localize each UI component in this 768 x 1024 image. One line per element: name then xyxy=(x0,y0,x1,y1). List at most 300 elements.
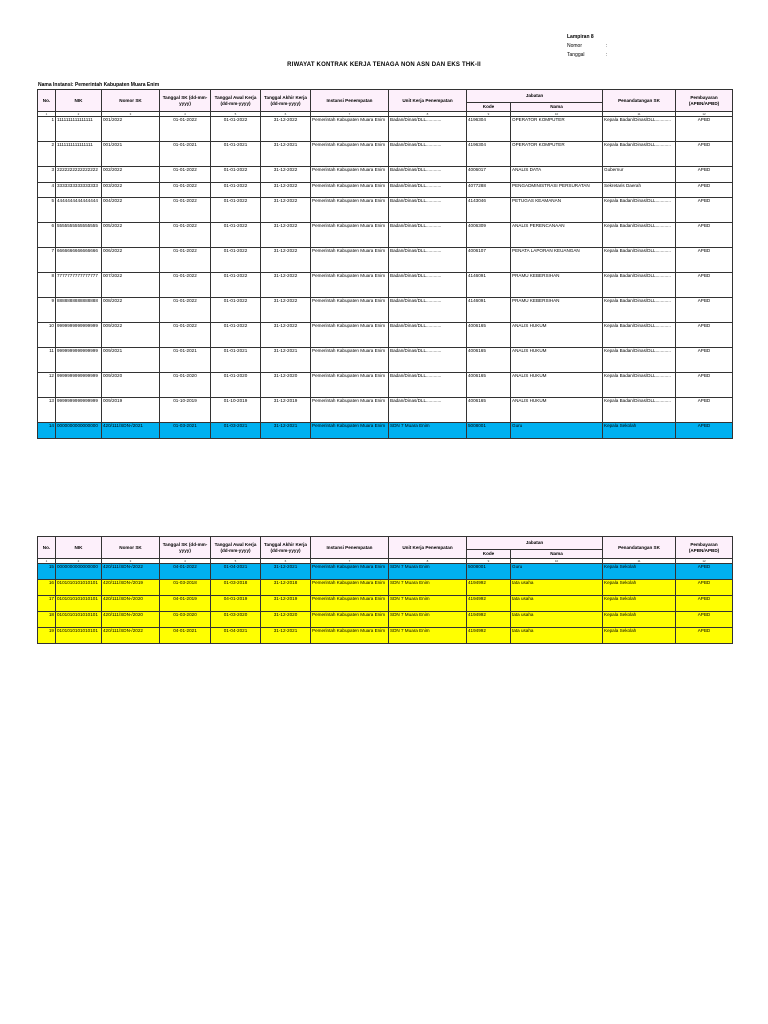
row-jabatan-nama: Guru xyxy=(511,564,603,580)
row-tanggal-sk: 01-01-2022 xyxy=(160,183,211,198)
row-unit: SDN 7 Muara Enim xyxy=(389,612,467,628)
row-penandatangan: Kepala Badan/Dinas/DLL............ xyxy=(603,348,676,373)
row-instansi: Pemerintah Kabupaten Muara Enim xyxy=(311,580,389,596)
row-nomor-sk: 420/111/SDN-/2020 xyxy=(102,612,160,628)
row-tanggal-sk: 04-01-2019 xyxy=(160,596,211,612)
table-row xyxy=(38,580,733,596)
column-number: 9 xyxy=(467,559,511,564)
row-unit: SDN 7 Muara Enim xyxy=(389,423,467,439)
row-penandatangan: Kepala Sekolah xyxy=(603,628,676,644)
row-no: 12 xyxy=(38,373,56,398)
header-tanggal-sk: Tanggal SK (dd-mm-yyyy) xyxy=(160,537,211,559)
row-tanggal-akhir: 31-12-2022 xyxy=(261,198,311,223)
row-pembayaran: APBD xyxy=(676,198,733,223)
row-kode: 4006309 xyxy=(467,223,511,248)
row-instansi: Pemerintah Kabupaten Muara Enim xyxy=(311,373,389,398)
row-penandatangan: Kepala Sekolah xyxy=(603,423,676,439)
row-nik: 1111111111111111 xyxy=(56,117,102,142)
row-jabatan-nama: PENGADMINISTRASI PERSURATAN xyxy=(511,183,603,198)
row-kode: 4006165 xyxy=(467,373,511,398)
row-unit: Badan/Dinas/DLL............ xyxy=(389,198,467,223)
row-jabatan-nama: tata usaha xyxy=(511,628,603,644)
row-jabatan-nama: PRAMU KEBERSIHAN xyxy=(511,273,603,298)
row-pembayaran: APBD xyxy=(676,142,733,167)
header-tanggal-akhir: Tanggal Akhir Kerja (dd-mm-yyyy) xyxy=(261,90,311,112)
header-nama: Nama xyxy=(511,103,603,112)
row-nik: 0000000000000000 xyxy=(56,423,102,439)
row-jabatan-nama: ANALIS HUKUM xyxy=(511,398,603,423)
row-no: 4 xyxy=(38,183,56,198)
row-unit: Badan/Dinas/DLL............ xyxy=(389,223,467,248)
row-kode: 4194992 xyxy=(467,612,511,628)
column-number: 1 xyxy=(38,559,56,564)
row-pembayaran: APBD xyxy=(676,223,733,248)
table-row xyxy=(38,564,733,580)
row-nomor-sk: 001/2021 xyxy=(102,142,160,167)
row-jabatan-nama: ANALIS DATA xyxy=(511,167,603,183)
row-tanggal-awal: 01-03-2018 xyxy=(211,580,261,596)
row-nomor-sk: 420/111/SDN-/2020 xyxy=(102,596,160,612)
row-pembayaran: APBD xyxy=(676,248,733,273)
column-number: 7 xyxy=(311,559,389,564)
row-penandatangan: Kepala Badan/Dinas/DLL............ xyxy=(603,223,676,248)
nomor-row xyxy=(567,42,607,51)
row-jabatan-nama: tata usaha xyxy=(511,580,603,596)
row-nik: 0101010101010101 xyxy=(56,612,102,628)
table-1-head xyxy=(38,90,733,117)
row-jabatan-nama: OPERATOR KOMPUTER xyxy=(511,117,603,142)
row-instansi: Pemerintah Kabupaten Muara Enim xyxy=(311,628,389,644)
row-tanggal-awal: 01-01-2022 xyxy=(211,117,261,142)
row-penandatangan: Kepala Sekolah xyxy=(603,564,676,580)
row-jabatan-nama: OPERATOR KOMPUTER xyxy=(511,142,603,167)
row-tanggal-awal: 01-01-2022 xyxy=(211,323,261,348)
column-number: 4 xyxy=(160,112,211,117)
row-pembayaran: APBD xyxy=(676,348,733,373)
tanggal-row xyxy=(567,51,607,60)
column-number: 2 xyxy=(56,559,102,564)
table-row xyxy=(38,323,733,348)
row-pembayaran: APBD xyxy=(676,323,733,348)
row-nomor-sk: 001/2022 xyxy=(102,117,160,142)
row-jabatan-nama: ANALIS HUKUM xyxy=(511,373,603,398)
row-unit: SDN 7 Muara Enim xyxy=(389,564,467,580)
row-no: 14 xyxy=(38,423,56,439)
row-no: 19 xyxy=(38,628,56,644)
column-number: 1 xyxy=(38,112,56,117)
row-kode: 4194992 xyxy=(467,596,511,612)
table-row xyxy=(38,398,733,423)
column-number: 2 xyxy=(56,112,102,117)
row-no: 3 xyxy=(38,167,56,183)
column-number: 10 xyxy=(511,559,603,564)
row-pembayaran: APBD xyxy=(676,117,733,142)
row-tanggal-sk: 01-01-2022 xyxy=(160,248,211,273)
row-tanggal-akhir: 31-12-2020 xyxy=(261,612,311,628)
row-nomor-sk: 009/2019 xyxy=(102,398,160,423)
row-tanggal-awal: 01-01-2022 xyxy=(211,223,261,248)
header-unit: Unit Kerja Penempatan xyxy=(389,537,467,559)
header-kode: Kode xyxy=(467,103,511,112)
row-kode: 5008001 xyxy=(467,423,511,439)
lampiran-label: Lampiran 8 xyxy=(567,34,594,40)
header-instansi: Instansi Penempatan xyxy=(311,537,389,559)
row-tanggal-awal: 01-01-2022 xyxy=(211,167,261,183)
row-tanggal-awal: 01-01-2021 xyxy=(211,348,261,373)
row-tanggal-awal: 01-10-2019 xyxy=(211,398,261,423)
header-penandatangan: Penandatangan SK xyxy=(603,90,676,112)
row-no: 6 xyxy=(38,223,56,248)
row-tanggal-awal: 01-01-2021 xyxy=(211,142,261,167)
row-nik: 9999999999999999 xyxy=(56,348,102,373)
row-instansi: Pemerintah Kabupaten Muara Enim xyxy=(311,183,389,198)
column-number: 8 xyxy=(389,559,467,564)
row-tanggal-sk: 01-03-2021 xyxy=(160,423,211,439)
header-pembayaran: Pembayaran (APBN/APBD) xyxy=(676,537,733,559)
row-tanggal-awal: 01-04-2021 xyxy=(211,628,261,644)
column-number: 12 xyxy=(676,112,733,117)
row-instansi: Pemerintah Kabupaten Muara Enim xyxy=(311,596,389,612)
contract-table-2 xyxy=(37,536,733,644)
row-tanggal-sk: 04-01-2021 xyxy=(160,628,211,644)
row-kode: 4006107 xyxy=(467,248,511,273)
tanggal-label: Tanggal xyxy=(567,52,585,58)
row-tanggal-awal: 01-01-2020 xyxy=(211,373,261,398)
row-nomor-sk: 008/2022 xyxy=(102,298,160,323)
row-unit: Badan/Dinas/DLL............ xyxy=(389,117,467,142)
table-row xyxy=(38,423,733,439)
header-tanggal-awal: Tanggal Awal Kerja (dd-mm-yyyy) xyxy=(211,537,261,559)
row-nik: 9999999999999999 xyxy=(56,373,102,398)
row-nomor-sk: 009/2022 xyxy=(102,323,160,348)
row-tanggal-awal: 01-01-2022 xyxy=(211,248,261,273)
row-jabatan-nama: PRAMU KEBERSIHAN xyxy=(511,298,603,323)
row-nik: 0101010101010101 xyxy=(56,596,102,612)
row-instansi: Pemerintah Kabupaten Muara Enim xyxy=(311,323,389,348)
row-pembayaran: APBD xyxy=(676,273,733,298)
table-row xyxy=(38,167,733,183)
row-instansi: Pemerintah Kabupaten Muara Enim xyxy=(311,142,389,167)
row-nik: 5555555555555555 xyxy=(56,223,102,248)
column-number: 11 xyxy=(603,112,676,117)
column-number: 3 xyxy=(102,559,160,564)
row-instansi: Pemerintah Kabupaten Muara Enim xyxy=(311,273,389,298)
contract-table-1 xyxy=(37,89,733,439)
row-tanggal-akhir: 31-12-2021 xyxy=(261,348,311,373)
row-unit: Badan/Dinas/DLL............ xyxy=(389,298,467,323)
row-pembayaran: APBD xyxy=(676,564,733,580)
row-pembayaran: APBD xyxy=(676,612,733,628)
row-tanggal-sk: 01-01-2020 xyxy=(160,373,211,398)
row-tanggal-awal: 01-01-2022 xyxy=(211,273,261,298)
row-no: 9 xyxy=(38,298,56,323)
row-no: 5 xyxy=(38,198,56,223)
row-pembayaran: APBD xyxy=(676,423,733,439)
row-nik: 7777777777777777 xyxy=(56,273,102,298)
column-number: 5 xyxy=(211,559,261,564)
row-jabatan-nama: PETUGAS KEAMANAN xyxy=(511,198,603,223)
row-nomor-sk: 420/111/SDN-/2022 xyxy=(102,628,160,644)
row-tanggal-sk: 01-01-2022 xyxy=(160,223,211,248)
row-unit: Badan/Dinas/DLL............ xyxy=(389,348,467,373)
row-unit: Badan/Dinas/DLL............ xyxy=(389,167,467,183)
row-unit: SDN 7 Muara Enim xyxy=(389,628,467,644)
column-number: 6 xyxy=(261,112,311,117)
row-penandatangan: Kepala Badan/Dinas/DLL............ xyxy=(603,323,676,348)
row-kode: 4196304 xyxy=(467,117,511,142)
row-kode: 4146091 xyxy=(467,273,511,298)
row-pembayaran: APBD xyxy=(676,580,733,596)
row-unit: Badan/Dinas/DLL............ xyxy=(389,142,467,167)
row-penandatangan: Gubernur xyxy=(603,167,676,183)
row-penandatangan: Sekretaris Daerah xyxy=(603,183,676,198)
table-1-body xyxy=(38,117,733,439)
row-instansi: Pemerintah Kabupaten Muara Enim xyxy=(311,167,389,183)
row-no: 8 xyxy=(38,273,56,298)
row-nik: 9999999999999999 xyxy=(56,398,102,423)
column-number: 4 xyxy=(160,559,211,564)
row-nik: 2222222222222222 xyxy=(56,167,102,183)
row-nik: 0000000000000000 xyxy=(56,564,102,580)
header-jabatan: Jabatan xyxy=(467,537,603,550)
row-kode: 4194992 xyxy=(467,580,511,596)
row-penandatangan: Kepala Sekolah xyxy=(603,580,676,596)
row-nik: 4444444444444444 xyxy=(56,198,102,223)
row-no: 7 xyxy=(38,248,56,273)
row-jabatan-nama: ANALIS PERENCANAAN xyxy=(511,223,603,248)
row-pembayaran: APBD xyxy=(676,596,733,612)
row-unit: Badan/Dinas/DLL............ xyxy=(389,323,467,348)
row-instansi: Pemerintah Kabupaten Muara Enim xyxy=(311,398,389,423)
row-unit: Badan/Dinas/DLL............ xyxy=(389,373,467,398)
header-tanggal-sk: Tanggal SK (dd-mm-yyyy) xyxy=(160,90,211,112)
row-jabatan-nama: tata usaha xyxy=(511,596,603,612)
row-kode: 4006165 xyxy=(467,323,511,348)
header-no: No. xyxy=(38,90,56,112)
row-tanggal-akhir: 31-12-2022 xyxy=(261,248,311,273)
header-nik: NIK xyxy=(56,90,102,112)
row-jabatan-nama: tata usaha xyxy=(511,612,603,628)
row-pembayaran: APBD xyxy=(676,167,733,183)
table-row xyxy=(38,248,733,273)
row-tanggal-awal: 01-04-2021 xyxy=(211,564,261,580)
row-nomor-sk: 420/111/SDN-/2022 xyxy=(102,564,160,580)
column-number: 11 xyxy=(603,559,676,564)
table-row xyxy=(38,348,733,373)
row-tanggal-akhir: 31-12-2022 xyxy=(261,183,311,198)
row-penandatangan: Kepala Sekolah xyxy=(603,596,676,612)
row-kode: 4194992 xyxy=(467,628,511,644)
row-tanggal-akhir: 31-12-2022 xyxy=(261,167,311,183)
row-tanggal-sk: 01-01-2022 xyxy=(160,298,211,323)
column-number: 9 xyxy=(467,112,511,117)
column-number: 7 xyxy=(311,112,389,117)
row-jabatan-nama: PENATA LAPORAN KEUANGAN xyxy=(511,248,603,273)
header-tanggal-awal: Tanggal Awal Kerja (dd-mm-yyyy) xyxy=(211,90,261,112)
row-kode: 4143046 xyxy=(467,198,511,223)
table-row xyxy=(38,298,733,323)
row-nik: 0101010101010101 xyxy=(56,628,102,644)
row-instansi: Pemerintah Kabupaten Muara Enim xyxy=(311,612,389,628)
row-instansi: Pemerintah Kabupaten Muara Enim xyxy=(311,223,389,248)
row-nomor-sk: 005/2022 xyxy=(102,223,160,248)
table-2-head xyxy=(38,537,733,564)
row-unit: SDN 7 Muara Enim xyxy=(389,596,467,612)
header-penandatangan: Penandatangan SK xyxy=(603,537,676,559)
row-penandatangan: Kepala Badan/Dinas/DLL............ xyxy=(603,298,676,323)
row-tanggal-akhir: 31-12-2021 xyxy=(261,564,311,580)
row-tanggal-sk: 01-10-2019 xyxy=(160,398,211,423)
table-row xyxy=(38,373,733,398)
row-tanggal-akhir: 31-12-2022 xyxy=(261,273,311,298)
table-row xyxy=(38,117,733,142)
row-nik: 9999999999999999 xyxy=(56,323,102,348)
row-tanggal-sk: 01-01-2021 xyxy=(160,348,211,373)
header-nomor-sk: Nomor SK xyxy=(102,90,160,112)
row-no: 16 xyxy=(38,580,56,596)
table-row xyxy=(38,183,733,198)
row-nomor-sk: 002/2022 xyxy=(102,167,160,183)
row-penandatangan: Kepala Badan/Dinas/DLL............ xyxy=(603,142,676,167)
row-pembayaran: APBD xyxy=(676,398,733,423)
header-pembayaran: Pembayaran (APBN/APBD) xyxy=(676,90,733,112)
table-row xyxy=(38,223,733,248)
row-nomor-sk: 009/2021 xyxy=(102,348,160,373)
row-penandatangan: Kepala Badan/Dinas/DLL............ xyxy=(603,198,676,223)
row-kode: 4006165 xyxy=(467,398,511,423)
column-number: 12 xyxy=(676,559,733,564)
row-unit: Badan/Dinas/DLL............ xyxy=(389,398,467,423)
row-penandatangan: Kepala Badan/Dinas/DLL............ xyxy=(603,373,676,398)
row-jabatan-nama: ANALIS HUKUM xyxy=(511,348,603,373)
row-penandatangan: Kepala Sekolah xyxy=(603,612,676,628)
column-number: 6 xyxy=(261,559,311,564)
row-tanggal-akhir: 31-12-2019 xyxy=(261,398,311,423)
column-number: 8 xyxy=(389,112,467,117)
row-instansi: Pemerintah Kabupaten Muara Enim xyxy=(311,117,389,142)
row-tanggal-akhir: 31-12-2022 xyxy=(261,117,311,142)
row-tanggal-akhir: 31-12-2021 xyxy=(261,423,311,439)
row-no: 17 xyxy=(38,596,56,612)
table-row xyxy=(38,596,733,612)
header-instansi: Instansi Penempatan xyxy=(311,90,389,112)
tanggal-colon: : xyxy=(606,52,608,58)
row-tanggal-sk: 01-01-2022 xyxy=(160,198,211,223)
row-pembayaran: APBD xyxy=(676,298,733,323)
row-instansi: Pemerintah Kabupaten Muara Enim xyxy=(311,298,389,323)
row-nomor-sk: 009/2020 xyxy=(102,373,160,398)
row-pembayaran: APBD xyxy=(676,183,733,198)
row-jabatan-nama: Guru xyxy=(511,423,603,439)
row-tanggal-sk: 01-01-2022 xyxy=(160,117,211,142)
row-kode: 4196304 xyxy=(467,142,511,167)
row-tanggal-sk: 01-01-2021 xyxy=(160,142,211,167)
document-title: RIWAYAT KONTRAK KERJA TENAGA NON ASN DAN EKS THK-II xyxy=(287,62,481,68)
header-nama: Nama xyxy=(511,550,603,559)
row-tanggal-awal: 04-01-2019 xyxy=(211,596,261,612)
row-tanggal-akhir: 31-12-2021 xyxy=(261,142,311,167)
header-no: No. xyxy=(38,537,56,559)
row-unit: Badan/Dinas/DLL............ xyxy=(389,248,467,273)
row-penandatangan: Kepala Badan/Dinas/DLL............ xyxy=(603,248,676,273)
table-row xyxy=(38,628,733,644)
row-unit: Badan/Dinas/DLL............ xyxy=(389,183,467,198)
row-instansi: Pemerintah Kabupaten Muara Enim xyxy=(311,423,389,439)
row-penandatangan: Kepala Badan/Dinas/DLL............ xyxy=(603,117,676,142)
row-pembayaran: APBD xyxy=(676,628,733,644)
table-2-body xyxy=(38,564,733,644)
row-instansi: Pemerintah Kabupaten Muara Enim xyxy=(311,348,389,373)
row-tanggal-sk: 04-01-2022 xyxy=(160,564,211,580)
row-penandatangan: Kepala Badan/Dinas/DLL............ xyxy=(603,398,676,423)
column-number: 10 xyxy=(511,112,603,117)
row-tanggal-awal: 01-03-2021 xyxy=(211,423,261,439)
row-tanggal-akhir: 31-12-2018 xyxy=(261,580,311,596)
row-tanggal-awal: 01-03-2020 xyxy=(211,612,261,628)
row-no: 11 xyxy=(38,348,56,373)
row-tanggal-akhir: 31-12-2022 xyxy=(261,323,311,348)
row-no: 10 xyxy=(38,323,56,348)
row-no: 13 xyxy=(38,398,56,423)
row-jabatan-nama: ANALIS HUKUM xyxy=(511,323,603,348)
table-row xyxy=(38,198,733,223)
row-tanggal-sk: 01-03-2018 xyxy=(160,580,211,596)
column-number: 5 xyxy=(211,112,261,117)
row-instansi: Pemerintah Kabupaten Muara Enim xyxy=(311,248,389,273)
row-tanggal-awal: 01-01-2022 xyxy=(211,198,261,223)
header-tanggal-akhir: Tanggal Akhir Kerja (dd-mm-yyyy) xyxy=(261,537,311,559)
nomor-colon: : xyxy=(606,43,608,49)
table-row xyxy=(38,142,733,167)
row-tanggal-sk: 01-01-2022 xyxy=(160,323,211,348)
row-nik: 6666666666666666 xyxy=(56,248,102,273)
row-tanggal-akhir: 31-12-2021 xyxy=(261,628,311,644)
row-kode: 4006017 xyxy=(467,167,511,183)
row-nomor-sk: 420/111/SDN-/2019 xyxy=(102,580,160,596)
row-unit: SDN 7 Muara Enim xyxy=(389,580,467,596)
row-kode: 4077288 xyxy=(467,183,511,198)
row-nomor-sk: 420/111/SDN-/2021 xyxy=(102,423,160,439)
table-row xyxy=(38,612,733,628)
instansi-name: Nama Instansi: Pemerintah Kabupaten Muara Enim xyxy=(38,82,160,88)
row-no: 18 xyxy=(38,612,56,628)
column-number: 3 xyxy=(102,112,160,117)
lampiran-block xyxy=(567,33,607,60)
row-tanggal-akhir: 31-12-2022 xyxy=(261,298,311,323)
row-tanggal-akhir: 31-12-2020 xyxy=(261,373,311,398)
row-tanggal-awal: 01-01-2022 xyxy=(211,298,261,323)
row-tanggal-sk: 01-01-2022 xyxy=(160,273,211,298)
row-unit: Badan/Dinas/DLL............ xyxy=(389,273,467,298)
row-tanggal-akhir: 31-12-2022 xyxy=(261,223,311,248)
row-nik: 3333333333333333 xyxy=(56,183,102,198)
row-nomor-sk: 004/2022 xyxy=(102,198,160,223)
row-penandatangan: Kepala Badan/Dinas/DLL............ xyxy=(603,273,676,298)
row-instansi: Pemerintah Kabupaten Muara Enim xyxy=(311,198,389,223)
header-unit: Unit Kerja Penempatan xyxy=(389,90,467,112)
row-kode: 4006165 xyxy=(467,348,511,373)
row-no: 15 xyxy=(38,564,56,580)
header-nik: NIK xyxy=(56,537,102,559)
row-no: 2 xyxy=(38,142,56,167)
row-nomor-sk: 006/2022 xyxy=(102,248,160,273)
row-nik: 8888888888888888 xyxy=(56,298,102,323)
nomor-label: Nomor xyxy=(567,43,583,49)
row-nik: 0101010101010101 xyxy=(56,580,102,596)
row-tanggal-sk: 01-01-2022 xyxy=(160,167,211,183)
row-instansi: Pemerintah Kabupaten Muara Enim xyxy=(311,564,389,580)
row-kode: 4146091 xyxy=(467,298,511,323)
